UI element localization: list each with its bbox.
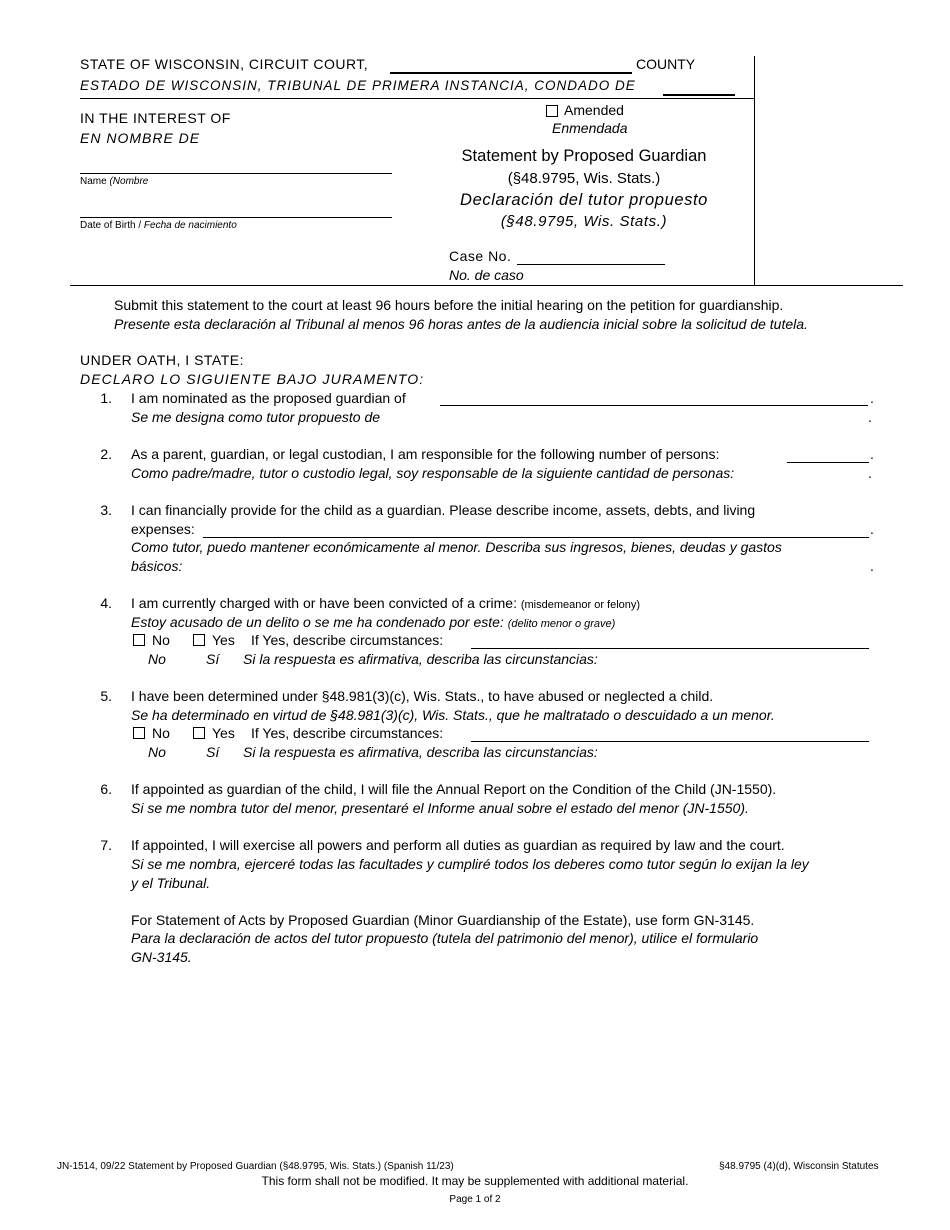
item-4-no-label: No <box>152 632 170 648</box>
item-7-text: If appointed, I will exercise all powers and perform all duties as guardian as required by law and the court. <box>131 837 785 853</box>
item-2-number-of-persons-field[interactable] <box>787 462 869 463</box>
item-4-circumstances-field[interactable] <box>471 648 869 649</box>
instructions: Submit this statement to the court at least 96 hours before the initial hearing on the petition for guardianship. <box>114 297 784 313</box>
item-5-no-label-es: No <box>148 744 166 760</box>
amended-checkbox[interactable] <box>546 105 558 117</box>
header-bottom-rule <box>70 285 903 286</box>
item-1-text: I am nominated as the proposed guardian of <box>131 390 406 406</box>
item-5-text: I have been determined under §48.981(3)(c), Wis. Stats., to have abused or neglected a child. <box>131 688 714 704</box>
item-2-period-es: . <box>868 465 872 481</box>
form-title-es: Declaración del tutor propuesto <box>460 191 708 209</box>
item-4-no-checkbox[interactable] <box>133 634 145 646</box>
gn-3145-note-es-cont: GN-3145. <box>131 949 192 965</box>
name-label: Name (Nombre <box>80 176 149 187</box>
item-5-describe-label-es: Si la respuesta es afirmativa, describa las circunstancias: <box>243 744 598 760</box>
instructions-es: Presente esta declaración al Tribunal al menos 96 horas antes de la audiencia inicial sobre la solicitud de tutela. <box>114 316 808 332</box>
court-label: STATE OF WISCONSIN, CIRCUIT COURT, <box>80 56 369 72</box>
item-3-financial-field[interactable] <box>203 537 869 538</box>
item-6-text: If appointed as guardian of the child, I will file the Annual Report on the Condition of the Child (JN-1550). <box>131 781 777 797</box>
form-title: Statement by Proposed Guardian <box>461 147 707 165</box>
item-5-circumstances-field[interactable] <box>471 741 869 742</box>
amended-label-es: Enmendada <box>552 120 628 136</box>
item-4-text: I am currently charged with or have been convicted of a crime: (misdemeanor or felony) <box>131 595 641 611</box>
item-3-period: . <box>870 521 874 537</box>
item-4-yes-label-es: Sí <box>206 651 220 667</box>
item-5-text-es: Se ha determinado en virtud de §48.981(3)(c), Wis. Stats., que he maltratado o descuidado a un menor. <box>131 707 775 723</box>
item-3-text-es-cont: básicos: <box>131 558 183 574</box>
item-3-period-es: . <box>870 558 874 574</box>
item-4-text-es: Estoy acusado de un delito o se me ha condenado por este: (delito menor o grave) <box>131 614 616 630</box>
item-4-yes-label: Yes <box>212 632 235 648</box>
court-label-es: ESTADO DE WISCONSIN, TRIBUNAL DE PRIMERA INSTANCIA, CONDADO DE <box>80 78 636 93</box>
item-1-number: 1. <box>100 390 112 406</box>
item-1-period: . <box>870 390 874 406</box>
form-statute: (§48.9795, Wis. Stats.) <box>507 170 661 187</box>
interest-label-es: EN NOMBRE DE <box>80 130 201 146</box>
item-3-text-cont: expenses: <box>131 521 195 537</box>
item-4-number: 4. <box>100 595 112 611</box>
item-1-guardian-of-field[interactable] <box>440 405 868 406</box>
header-divider-vertical <box>754 56 755 285</box>
item-7-text-es-cont: y el Tribunal. <box>131 875 211 891</box>
county-name-field[interactable] <box>390 72 632 74</box>
header-divider <box>80 98 754 99</box>
item-2-number: 2. <box>100 446 112 462</box>
item-5-describe-label: If Yes, describe circumstances: <box>251 725 444 741</box>
oath-heading-es: DECLARO LO SIGUIENTE BAJO JURAMENTO: <box>80 371 425 387</box>
item-5-yes-label: Yes <box>212 725 235 741</box>
footer-page-number: Page 1 of 2 <box>449 1194 501 1205</box>
interest-label: IN THE INTEREST OF <box>80 110 231 126</box>
case-number-label-es: No. de caso <box>449 267 524 283</box>
date-of-birth-field[interactable] <box>80 217 392 218</box>
county-label: COUNTY <box>636 56 696 72</box>
date-of-birth-label: Date of Birth / Fecha de nacimiento <box>80 220 237 231</box>
case-number-field[interactable] <box>517 264 665 265</box>
form-statute-es: (§48.9795, Wis. Stats.) <box>500 213 668 230</box>
item-5-yes-checkbox[interactable] <box>193 727 205 739</box>
name-field[interactable] <box>80 173 392 174</box>
oath-heading: UNDER OATH, I STATE: <box>80 352 245 368</box>
item-7-number: 7. <box>100 837 112 853</box>
item-5-number: 5. <box>100 688 112 704</box>
case-number-label: Case No. <box>449 248 512 264</box>
gn-3145-note: For Statement of Acts by Proposed Guardian (Minor Guardianship of the Estate), use form GN-3145. <box>131 912 755 928</box>
item-5-no-label: No <box>152 725 170 741</box>
footer-notice: This form shall not be modified. It may be supplemented with additional material. <box>261 1174 689 1188</box>
item-7-text-es: Si se me nombra, ejerceré todas las facultades y cumpliré todos los deberes como tutor según lo exijan la ley <box>131 856 809 872</box>
item-3-text-es: Como tutor, puedo mantener económicamente al menor. Describa sus ingresos, bienes, deudas y gastos <box>131 539 782 555</box>
item-3-text: I can financially provide for the child as a guardian. Please describe income, assets, debts, and living <box>131 502 756 518</box>
gn-3145-note-es: Para la declaración de actos del tutor propuesto (tutela del patrimonio del menor), utilice el formulario <box>131 930 759 946</box>
amended-label: Amended <box>564 102 624 118</box>
item-2-text-es: Como padre/madre, tutor o custodio legal, soy responsable de la siguiente cantidad de personas: <box>131 465 735 481</box>
item-1-text-es: Se me designa como tutor propuesto de <box>131 409 381 425</box>
item-2-period: . <box>870 446 874 462</box>
item-4-no-label-es: No <box>148 651 166 667</box>
item-4-describe-label-es: Si la respuesta es afirmativa, describa las circunstancias: <box>243 651 598 667</box>
county-name-field-es[interactable] <box>663 94 735 96</box>
item-1-period-es: . <box>868 409 872 425</box>
item-5-no-checkbox[interactable] <box>133 727 145 739</box>
item-6-number: 6. <box>100 781 112 797</box>
item-3-number: 3. <box>100 502 112 518</box>
item-2-text: As a parent, guardian, or legal custodian, I am responsible for the following number of persons: <box>131 446 720 462</box>
item-6-text-es: Si se me nombra tutor del menor, presentaré el Informe anual sobre el estado del menor (JN-1550). <box>131 800 749 816</box>
item-5-yes-label-es: Sí <box>206 744 220 760</box>
item-4-yes-checkbox[interactable] <box>193 634 205 646</box>
footer-statute: §48.9795 (4)(d), Wisconsin Statutes <box>719 1161 879 1172</box>
footer-form-id: JN-1514, 09/22 Statement by Proposed Guardian (§48.9795, Wis. Stats.) (Spanish 11/23) <box>57 1161 454 1172</box>
item-4-describe-label: If Yes, describe circumstances: <box>251 632 444 648</box>
